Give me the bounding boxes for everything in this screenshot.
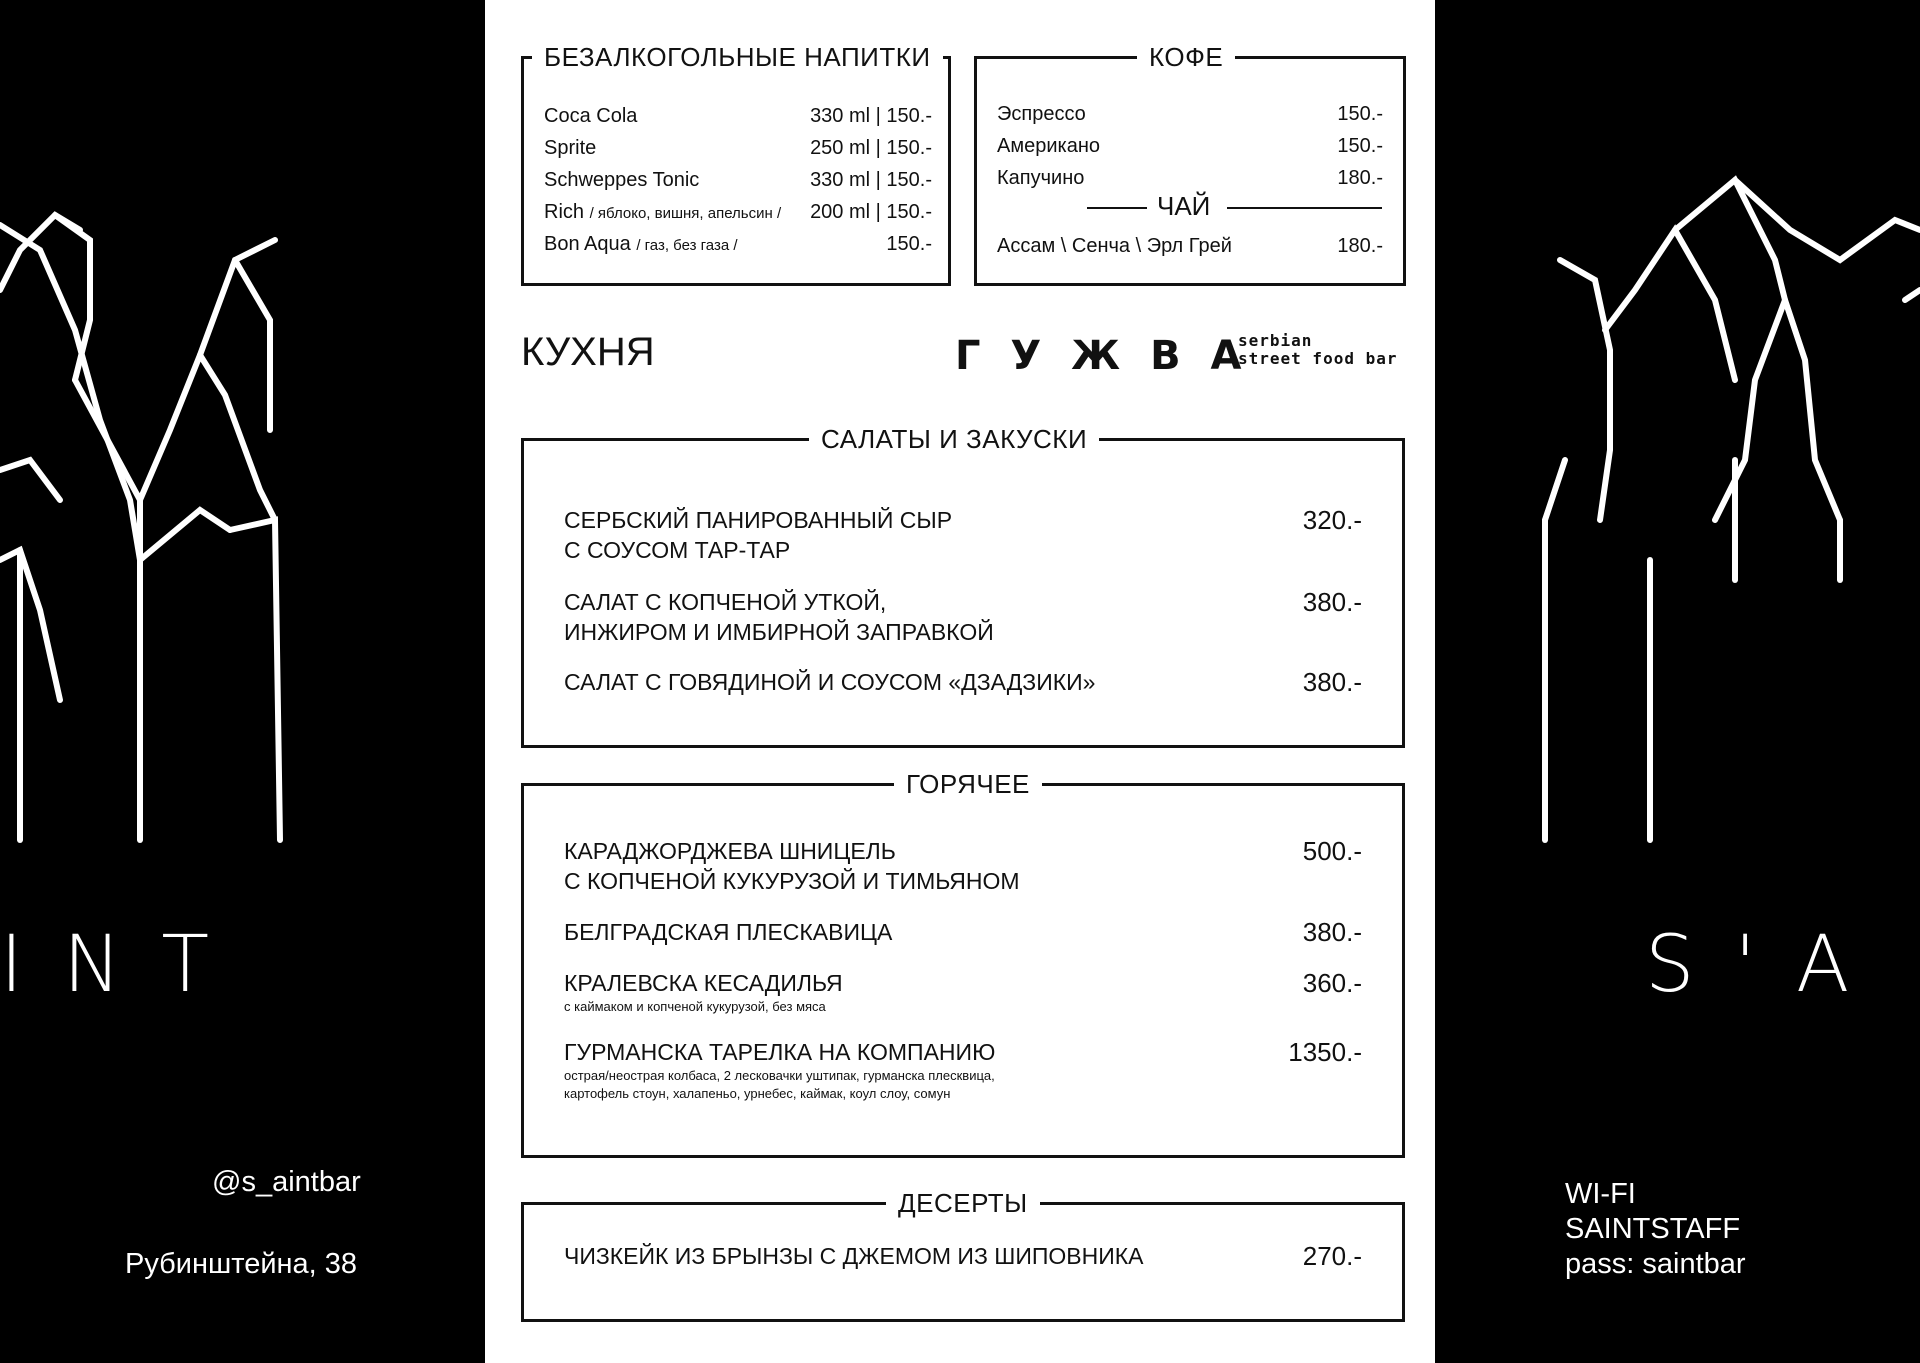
divider	[1087, 207, 1147, 209]
dish-price: 270.-	[1302, 1241, 1362, 1271]
item-price: 330 ml | 150.-	[810, 169, 932, 191]
item-note: / яблоко, вишня, апельсин /	[589, 205, 782, 222]
section-title: САЛАТЫ И ЗАКУСКИ	[809, 422, 1099, 456]
dish-item	[564, 505, 1362, 565]
section-title: БЕЗАЛКОГОЛЬНЫЕ НАПИТКИ	[532, 40, 943, 74]
item-name: Ассам \ Сенча \ Эрл Грей	[997, 235, 1232, 257]
dish-item	[564, 667, 1362, 697]
dish-name: БЕЛГРАДСКАЯ ПЛЕСКАВИЦА	[564, 919, 893, 945]
logo-subtitle-line: street food bar	[1238, 349, 1398, 368]
item-price: 180.-	[1337, 167, 1383, 189]
item-price: 150.-	[886, 233, 932, 255]
dish-name-line2: С КОПЧЕНОЙ КУКУРУЗОЙ И ТИМЬЯНОМ	[564, 868, 1020, 894]
right-panel	[1435, 0, 1920, 1363]
restaurant-logo: Г У Ж В А	[955, 333, 1250, 379]
dish-name: ЧИЗКЕЙК ИЗ БРЫНЗЫ С ДЖЕМОМ ИЗ ШИПОВНИКА	[564, 1243, 1144, 1269]
dish-name-line2: ИНЖИРОМ И ИМБИРНОЙ ЗАПРАВКОЙ	[564, 619, 994, 645]
menu-item	[997, 235, 1383, 258]
logo-subtitle	[1238, 332, 1398, 368]
dish-description: острая/неострая колбаса, 2 лесковачки уштипак, гурманска плесквица,	[564, 1068, 995, 1083]
item-name: Капучино	[997, 167, 1085, 189]
gothic-arch-icon	[1435, 0, 1920, 860]
dish-price: 500.-	[1302, 836, 1362, 866]
salads-section	[521, 424, 1405, 748]
brand-letters-right: S'A	[1645, 920, 1890, 1010]
dish-item	[564, 1037, 1362, 1103]
dish-item	[564, 836, 1362, 896]
section-title: ГОРЯЧЕЕ	[894, 767, 1042, 801]
item-price: 250 ml | 150.-	[810, 137, 932, 159]
dish-price: 380.-	[1302, 587, 1362, 617]
dish-name: САЛАТ С ГОВЯДИНОЙ И СОУСОМ «ДЗАДЗИКИ»	[564, 669, 1096, 695]
item-name: Sprite	[544, 137, 597, 159]
menu-item	[544, 137, 932, 160]
item-name: Эспрессо	[997, 103, 1086, 125]
menu-item	[544, 169, 932, 192]
dish-price: 380.-	[1302, 917, 1362, 947]
menu-item	[997, 167, 1383, 190]
divider	[1227, 207, 1382, 209]
dish-item	[564, 917, 1362, 947]
logo-subtitle-line: serbian	[1238, 331, 1313, 350]
gothic-arch-icon	[0, 0, 485, 860]
menu-item	[997, 103, 1383, 126]
dish-description: с каймаком и копченой кукурузой, без мяса	[564, 999, 826, 1014]
brand-letters-left: INT	[0, 920, 249, 1010]
dish-price: 360.-	[1302, 968, 1362, 998]
hot-dishes-section	[521, 769, 1405, 1158]
item-name: Schweppes Tonic	[544, 169, 700, 191]
item-name: Американо	[997, 135, 1100, 157]
dish-price: 1350.-	[1288, 1037, 1362, 1067]
item-name: Coca Cola	[544, 105, 638, 127]
section-title: КОФЕ	[1137, 40, 1235, 74]
item-price: 150.-	[1337, 103, 1383, 125]
menu-item	[544, 201, 932, 224]
dish-name: СЕРБСКИЙ ПАНИРОВАННЫЙ СЫР	[564, 507, 953, 533]
item-note: / газ, без газа /	[636, 237, 738, 254]
menu-item	[544, 233, 932, 256]
wifi-password: pass: saintbar	[1565, 1248, 1746, 1280]
left-panel	[0, 0, 485, 1363]
instagram-handle: @s_aintbar	[212, 1166, 361, 1198]
tea-title: ЧАЙ	[1157, 191, 1211, 221]
dish-name: ГУРМАНСКА ТАРЕЛКА НА КОМПАНИЮ	[564, 1039, 996, 1065]
desserts-section	[521, 1188, 1405, 1322]
dish-item	[564, 1241, 1362, 1271]
menu-item	[544, 105, 932, 128]
dish-name: КРАЛЕВСКА КЕСАДИЛЬЯ	[564, 970, 843, 996]
dish-item	[564, 968, 1362, 1016]
dish-price: 320.-	[1302, 505, 1362, 535]
item-price: 330 ml | 150.-	[810, 105, 932, 127]
coffee-section	[974, 42, 1406, 286]
item-name: Bon Aqua	[544, 233, 631, 255]
dish-name: КАРАДЖОРДЖЕВА ШНИЦЕЛЬ	[564, 838, 896, 864]
item-price: 150.-	[1337, 135, 1383, 157]
item-name: Rich	[544, 201, 585, 223]
kitchen-title: КУХНЯ	[521, 330, 655, 374]
dish-name: САЛАТ С КОПЧЕНОЙ УТКОЙ,	[564, 589, 887, 615]
wifi-network-name: SAINTSTAFF	[1565, 1213, 1741, 1245]
menu-page	[485, 0, 1435, 1363]
item-price: 180.-	[1337, 235, 1383, 257]
dish-item	[564, 587, 1362, 647]
item-price: 200 ml | 150.-	[810, 201, 932, 223]
dish-description-line2: картофель стоун, халапеньо, урнебес, каймак, коул слоу, сомун	[564, 1086, 951, 1101]
address: Рубинштейна, 38	[125, 1248, 358, 1280]
wifi-label: WI-FI	[1565, 1178, 1636, 1210]
dish-name-line2: С СОУСОМ ТАР-ТАР	[564, 537, 791, 563]
soft-drinks-section	[521, 42, 951, 286]
section-title: ДЕСЕРТЫ	[886, 1186, 1040, 1220]
dish-price: 380.-	[1302, 667, 1362, 697]
menu-item	[997, 135, 1383, 158]
